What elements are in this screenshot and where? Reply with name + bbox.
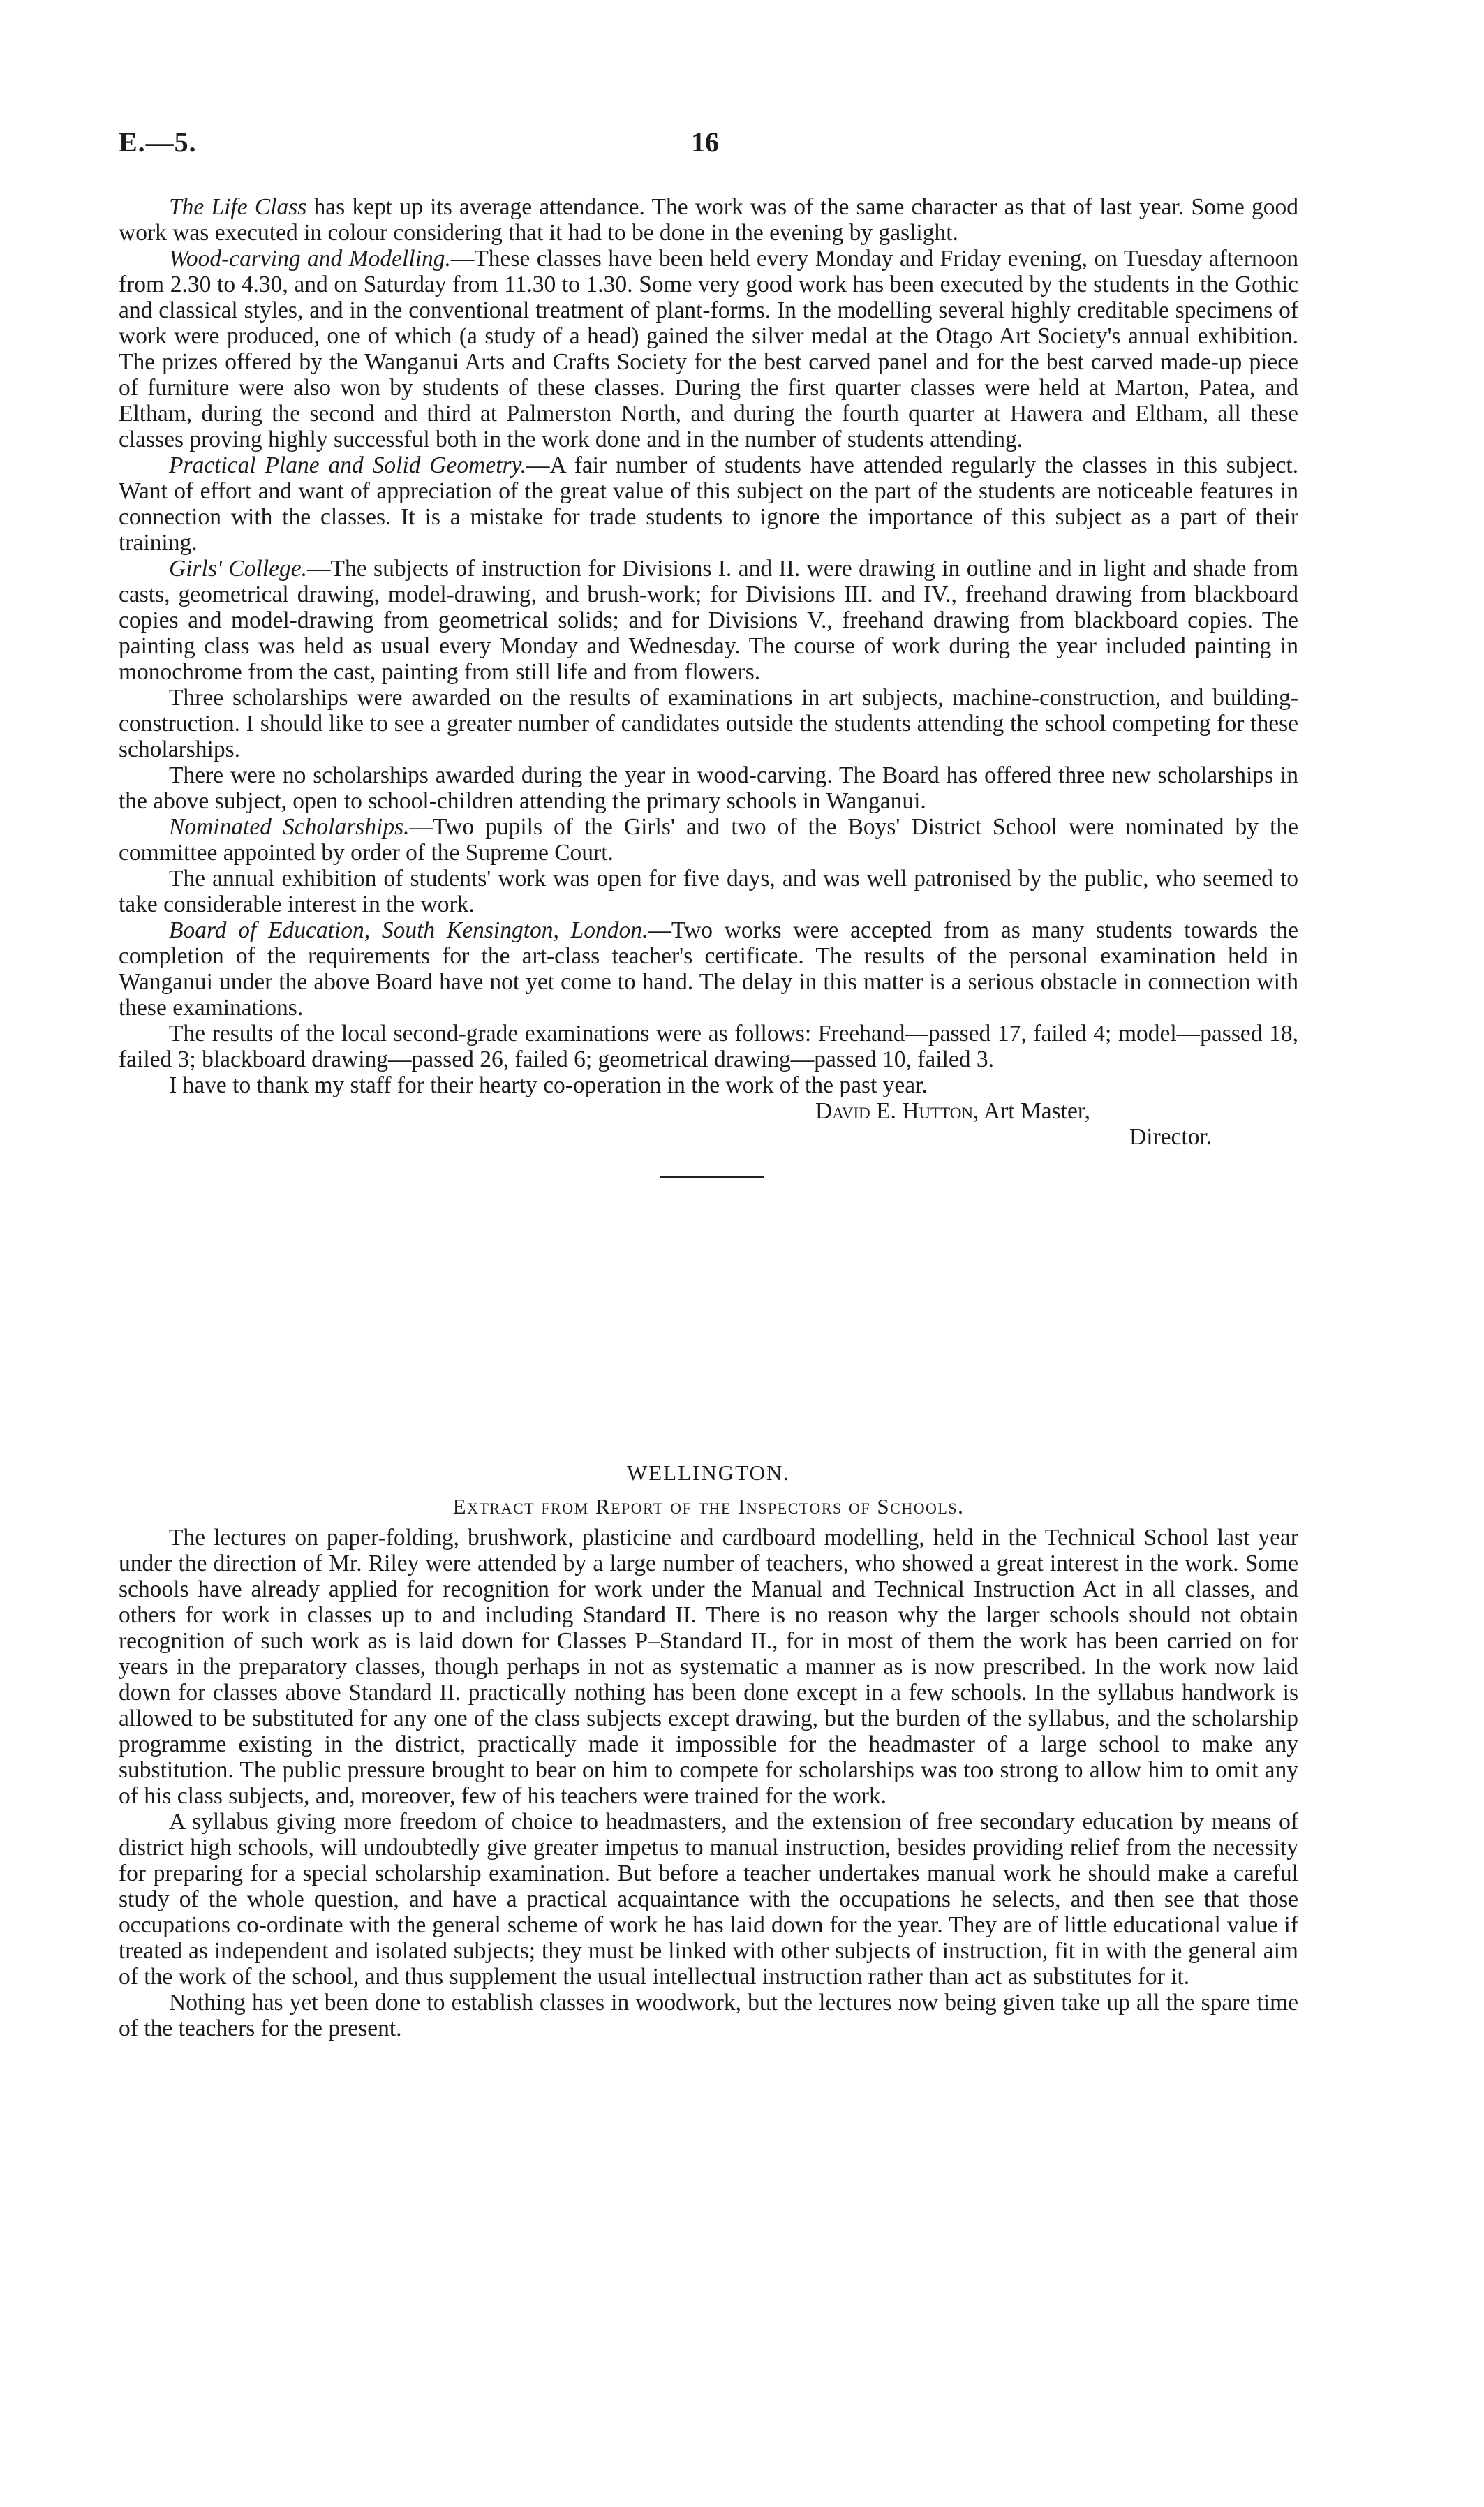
paragraph-title: The Life Class: [169, 194, 307, 220]
paragraph-scholarships: Three scholarships were awarded on the results of examinations in art subjects, machine-construction, and building-construction. I should like to see a greater number of candidates outside the students attending the school competing for these scholarships.: [119, 685, 1298, 762]
paragraph-board-of-education: [119, 917, 1298, 1021]
paragraph-girls-college: [119, 556, 1298, 685]
page-number: 16: [691, 126, 719, 158]
signatory-role: Art Master,: [979, 1098, 1091, 1124]
paragraph-woodwork: Nothing has yet been done to establish classes in woodwork, but the lectures now being given take up all the spare time of the teachers for the present.: [119, 1990, 1298, 2041]
paragraph-text: —Two works were accepted from as many students towards the completion of the requirements for the art-class teacher's certificate. The results of the personal examination held in Wanganui under the above Board have not yet come to hand. The delay in this matter is a serious obstacle in connection with these examinations.: [119, 917, 1298, 1021]
paragraph-thanks: I have to thank my staff for their hearty co-operation in the work of the past year.: [169, 1072, 928, 1098]
paragraph-title: Girls' College.: [169, 556, 308, 582]
paragraph-geometry: [119, 452, 1298, 556]
paragraph-text: has kept up its average attendance. The work was of the same character as that of last year. Some good work was executed in colour considering that it had to be done in the evening by gaslight.: [119, 194, 1299, 246]
paragraph-lectures: The lectures on paper-folding, brushwork, plasticine and cardboard modelling, held in the Technical School last year under the direction of Mr. Riley were attended by a large number of teachers, who showed a great interest in the work. Some schools have already applied for recognition for work under the Manual and Technical Instruction Act in all classes, and others for work in classes up to and including Standard II. There is no reason why the larger schools should not obtain recognition of such work as is laid down for Classes P–Standard II., for in most of them the work has been carried on for years in the preparatory classes, though perhaps in not as systematic a manner as is now prescribed. In the work now laid down for classes above Standard II. practically nothing has been done except in a few schools. In the syllabus handwork is allowed to be substituted for any one of the class subjects except drawing, but the burden of the syllabus, and the scholarship programme existing in the district, practically made it impossible for the headmaster of a large school to make any substitution. The public pressure brought to bear on him to compete for scholarships was too strong to allow him to omit any of his class subjects, and, moreover, few of his teachers were trained for the work.: [119, 1525, 1298, 1809]
section-subheading: Extract from Report of the Inspectors of Schools.: [452, 1494, 965, 1518]
paragraph-wood-carving-scholarships: There were no scholarships awarded during the year in wood-carving. The Board has offered three new scholarships in the above subject, open to school-children attending the primary schools in Wanganui.: [119, 762, 1298, 814]
paragraph-wood-carving: [119, 246, 1298, 452]
paragraph-title: Nominated Scholarships.: [169, 814, 410, 840]
paragraph-nominated-scholarships: [119, 814, 1298, 866]
paragraph-text: —A fair number of students have attended regularly the classes in this subject. Want of effort and want of appreciation of the great value of this subject on the part of the students are noticeable features in connection with the classes. It is a mistake for trade students to ignore the importance of this subject as a part of their training.: [119, 452, 1298, 556]
wanganui-report-section: [119, 194, 1298, 1178]
signature-line: [119, 1098, 1298, 1124]
page-header: [119, 126, 1298, 168]
paragraph-text: —These classes have been held every Monday and Friday evening, on Tuesday afternoon from 2.30 to 4.30, and on Saturday from 11.30 to 1.30. Some very good work has been executed by the students in the Gothic and classical styles, and in the conventional treatment of plant-forms. In the modelling several highly creditable specimens of work were produced, one of which (a study of a head) gained the silver medal at the Otago Art Society's annual exhibition. The prizes offered by the Wanganui Arts and Crafts Society for the best carved panel and for the best carved made-up piece of furniture were also won by students of these classes. During the first quarter classes were held at Marton, Patea, and Eltham, during the second and third at Palmerston North, and during the fourth quarter at Hawera and Eltham, all these classes proving highly successful both in the work done and in the number of students attending.: [119, 246, 1299, 452]
paragraph-title: Board of Education, South Kensington, London.: [169, 917, 648, 943]
paragraph-exam-results: The results of the local second-grade examinations were as follows: Freehand—passed 17, failed 4; model—passed 18, failed 3; blackboard drawing—passed 26, failed 6; geometrical drawing—passed 10, failed 3.: [119, 1021, 1298, 1072]
wellington-report-section: [119, 1459, 1298, 2041]
section-heading: WELLINGTON.: [626, 1460, 791, 1485]
paragraph-title: Practical Plane and Solid Geometry.: [169, 452, 526, 478]
paragraph-syllabus: A syllabus giving more freedom of choice to headmasters, and the extension of free secondary education by means of district high schools, will undoubtedly give greater impetus to manual instruction, besides providing relief from the necessity for preparing for a special scholarship examination. But before a teacher undertakes manual work he should make a careful study of the whole question, and have a practical acquaintance with the occupations he selects, and then see that those occupations co-ordinate with the general scheme of work he has laid down for the year. They are of little educational value if treated as independent and isolated subjects; they must be linked with other subjects of instruction, fit in with the general aim of the work of the school, and thus supplement the usual intellectual instruction rather than act as substitutes for it.: [119, 1809, 1298, 1990]
document-reference: E.—5.: [119, 126, 197, 158]
signatory-name: David E. Hutton,: [815, 1098, 979, 1124]
paragraph-text: —Two pupils of the Girls' and two of the Boys' District School were nominated by the committee appointed by order of the Supreme Court.: [119, 814, 1298, 866]
paragraph-annual-exhibition: The annual exhibition of students' work was open for five days, and was well patronised by the public, who seemed to take considerable interest in the work.: [119, 866, 1298, 917]
paragraph-life-class: [119, 194, 1298, 246]
signatory-title: Director.: [1129, 1124, 1212, 1150]
paragraph-text: —The subjects of instruction for Divisions I. and II. were drawing in outline and in light and shade from casts, geometrical drawing, model-drawing, and brush-work; for Divisions III. and IV., freehand drawing from blackboard copies and model-drawing from geometrical solids; and for Divisions V., freehand drawing from blackboard copies. The painting class was held as usual every Monday and Wednesday. The course of work during the year included painting in monochrome from the cast, painting from still life and from flowers.: [119, 556, 1298, 685]
paragraph-title: Wood-carving and Modelling.: [169, 246, 451, 272]
section-divider: [660, 1176, 764, 1178]
